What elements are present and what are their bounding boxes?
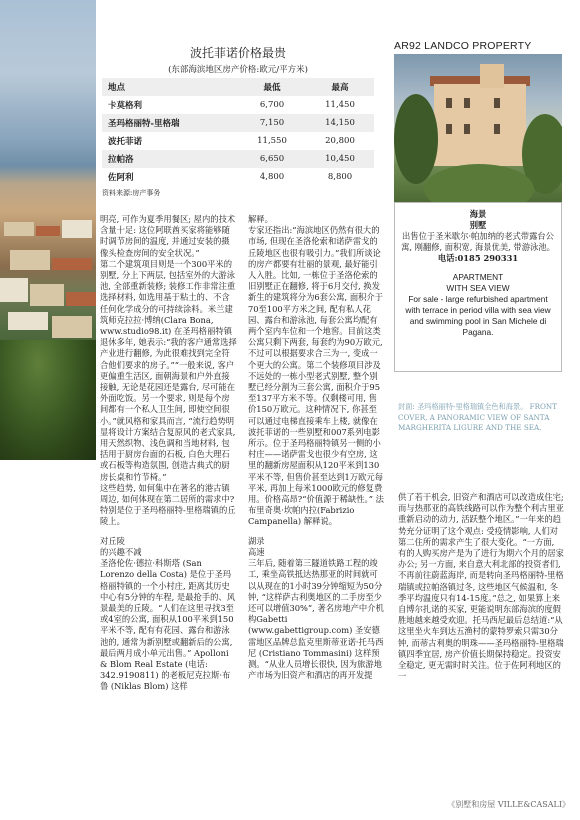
section-heading: 对丘陵 的兴趣不减 xyxy=(100,535,142,557)
villa-photo xyxy=(394,54,562,202)
caption-en-title-2: WITH SEA VIEW xyxy=(446,283,510,293)
row-max: 11,450 xyxy=(325,100,355,110)
caption-description: 出售位于圣米歇尔·帕加纳的老式带露台公寓, 刚翻修, 面积宽, 海景优美, 带游泳池。 xyxy=(401,231,555,252)
article-column-2 xyxy=(248,214,384,681)
header-min: 最低 xyxy=(238,78,306,96)
listing-caption-box xyxy=(394,202,562,372)
row-min: 6,650 xyxy=(238,150,306,168)
table-title: 波托菲诺价格最贵 xyxy=(189,46,286,60)
header-max: 最高 xyxy=(306,78,374,96)
page-footer: 《别墅和房屋 VILLE&CASALI》 xyxy=(447,800,570,809)
row-min: 4,800 xyxy=(259,172,285,182)
row-max: 10,450 xyxy=(306,150,374,168)
price-table-box xyxy=(102,40,374,198)
caption-title-1: 海景 xyxy=(469,209,487,219)
row-min: 6,700 xyxy=(259,100,285,110)
price-table xyxy=(102,78,374,186)
caption-en-description: For sale - large refurbished apartment with terrace in period villa with sea view and swimming pool in San Michele di Pagana. xyxy=(405,294,551,337)
row-min: 7,150 xyxy=(238,114,306,132)
row-max: 8,800 xyxy=(327,172,353,182)
paragraph: 这些趋势, 如何集中在著名的港古镇周边, 如何体现在第二居所的需求中? 特别是位于圣玛格丽特-里格瑞镇的丘陵上。 xyxy=(100,482,236,527)
row-city: 波托菲诺 xyxy=(108,137,143,147)
row-city: 圣玛格丽特-里格瑞 xyxy=(102,114,238,132)
section-heading: 湖录 高速 xyxy=(248,535,265,557)
caption-en-title-1: APARTMENT xyxy=(452,272,504,282)
agency-title: AR92 LANDCO PROPERTY xyxy=(394,40,532,52)
article-column-1 xyxy=(100,214,238,693)
paragraph: 明亮, 可作为夏季用餐区; 屋内的技术含量十足: 这位阿联酋买家将能够随时调节房间的温度, 并通过安装的摄像头检查房间的安全状况。” xyxy=(100,214,236,258)
row-max: 20,800 xyxy=(325,136,355,146)
paragraph: 解释。 xyxy=(248,214,273,224)
table-header-row xyxy=(102,78,374,96)
table-source: 资料来源:房产事务 xyxy=(102,189,161,197)
row-max: 14,150 xyxy=(306,114,374,132)
table-row xyxy=(102,132,374,150)
table-subtitle: (东部海滨地区房产价格:欧元/平方米) xyxy=(168,65,308,75)
row-city: 佐阿利 xyxy=(108,173,134,183)
row-city: 卡莫格利 xyxy=(108,101,143,111)
coastal-town-photo xyxy=(0,0,96,460)
paragraph: 第二个建筑项目则是一个300平米的别墅, 分上下两层, 包括室外的大游泳池, 全部重新装修; 装修工作非常注重选择材料, 如选用基于粘土的、不含任何化学成分的可持续涂料。米兰建筑师克拉拉·博纳(Clara Bona, www.studio98.it) 在圣玛格丽特镇退休多年, 她表示:“我的客户通常选择产业进行翻修, 为此很难找到完全符合他们要求的房子。”“一般来说, 客户更偏重生活区, 面朝海景和户外直接接触, 无论是花园还是露台, 尽可能在外面吃饭。另一个要求, 则是每个房间都有一个私人卫生间, 即使空间很小。”就风格和家具而言, “流行趋势明显将设计方案结合复原风的老式家具, 用天然织物、浅色调和当地材料, 包括用于厨房台面的石板, 白色大理石或石板等构造氛围, 创造古典式的厨房长桌和竹节椅。” xyxy=(100,258,237,482)
paragraph: 供了若干机会, 旧资产和酒店可以改造成住宅; 而与热那亚的高铁线路可以作为整个利古里亚重新启动的动力, 活跃整个地区。”一年来的趋势充分证明了这个观点: 受疫情影响, 人们对第二住所的需求产生了很大变化。“一方面, 有的人购买房产是为了进行为期六个月的居家办公; 另一方面, 来自意大利北部的投资者们, 不再前往蔚蓝海岸, 而是转向圣玛格丽特-里格瑞镇或拉帕洛镇过冬, 这些地区气候温和, 冬季平均温度只有14-15度。”总之, 如果算上来自博尔扎诺的买家, 更能说明东部海滨的度假胜地越来越受欢迎。托马西尼最后总结道:“从这里坐火车到达五渔村的蒙特罗索只需30分钟, 而蒂古利奥的明珠——圣玛格丽特-里格瑞镇四季宜居, 房产价值长期保持稳定。投资安全稳定, 更无需时时关注。位于佐阿利地区的一 xyxy=(398,492,564,682)
caption-phone: 电话:0185 290331 xyxy=(437,253,519,263)
article-column-3 xyxy=(398,492,564,682)
front-cover-caption: 封面: 圣玛格丽特-里格瑞镇全色和海景。 FRONT COVER, A PANORAMIC VIEW OF SANTA MARGHERITA LIGURE AND THE SEA. xyxy=(398,402,557,432)
table-row xyxy=(102,96,374,114)
paragraph: 专家还指出:“海滨地区仍然有很大的市场, 但现在圣洛伦索和诺萨雷戈的丘陵地区也很有吸引力。”我们所谈论的房产都要有壮丽的景观, 最好能引人入胜。比如, 一栋位于圣洛伦索的旧别墅正在翻修, 将于6月交付, 换发新生的建筑将分为6套公寓, 面积介于70至100平方米之间, 配有私人花园、露台和游泳池, 每套公寓均配有两个室内车位和一个地窖。目前这类公寓只剩下两套, 每套约为90万欧元, 不过可以根据要求合三为一, 变成一个更大的公寓。第二个装修项目涉及不远处的一栋小型老式别墅, 整个别墅已经分割为三套公寓, 面积介于95至137平方米不等。仅剩楼可用, 售价150万欧元。这种情况下, 你甚至可以通过电梯直接乘车上楼, 就像在波托菲诺的一些别墅和007系列电影所示。位于圣玛格丽特镇另一侧的小村庄——诺萨雷戈也很少有空房, 这里的翻新房屋面积从120平米到130平米不等, 但售价甚至达到1万欧元每平米, 再加上每米1000欧元的修复费用。价格高昂?“价值源于稀缺性。” 法布里奇奥·坎帕内拉(Fabrizio Campanella) 解释说。 xyxy=(248,225,384,527)
table-row xyxy=(102,114,374,132)
table-row xyxy=(102,168,374,186)
row-min: 11,550 xyxy=(257,136,287,146)
row-city: 拉帕洛 xyxy=(102,150,238,168)
paragraph: 圣洛伦佐·德拉·科斯塔 (San Lorenzo della Costa) 是位于圣玛格丽特镇的一个小村庄, 距离其历史中心有5分钟的车程, 是最抢手的、风景最美的丘陵。“人们在这里寻找3至或4室的公寓, 面积从100平米到150平米不等, 配有有花园、露台和游泳池的, 通常为新别墅或翻新后的公寓, 最后两月成小单元出售。” Apolloni & Blom Real Estate (电话: 342.9190811) 的老板尼克拉斯·布鲁 (Niklas Blom) 这样 xyxy=(100,558,236,692)
caption-title-2: 别墅 xyxy=(469,220,487,230)
header-location: 地点 xyxy=(102,78,238,96)
table-row xyxy=(102,150,374,168)
paragraph: 三年后, 随着第三隧道铁路工程的竣工, 乘坐高铁抵达热那亚的时间就可以从现在的1小时39分钟缩短为50分钟, “这样萨古利奥地区的二手房至少还可以增值30%”, 著名房地产中介机构Gabetti (www.gabettigroup.com) 圣安德雷地区品牌总监克里斯蒂亚诺·托马西尼 (Cristiano Tommasini) 这样预测。“从业人员增长很快, 因为旅游地产市场为旧资产和酒店的再开发提 xyxy=(248,558,384,681)
